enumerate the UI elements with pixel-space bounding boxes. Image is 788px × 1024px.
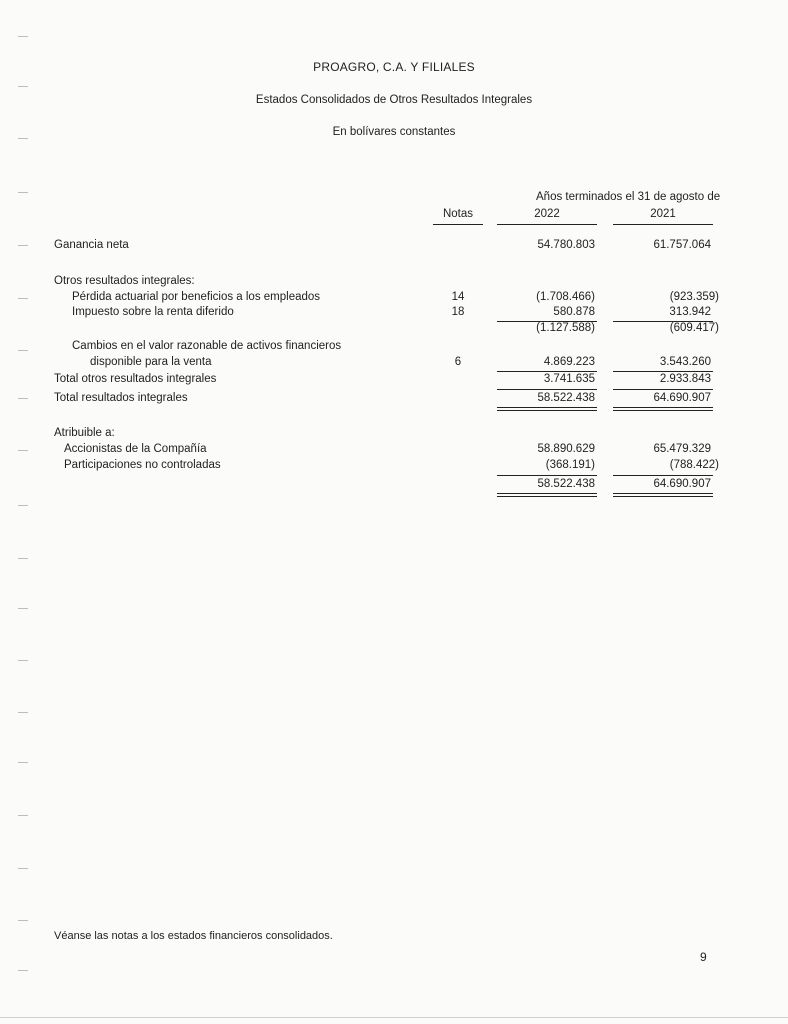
- margin-tick: [18, 970, 28, 971]
- total-comprehensive-label: Total resultados integrales: [54, 392, 188, 404]
- total-comprehensive-rule-2022: [497, 389, 597, 390]
- statement-title: Estados Consolidados de Otros Resultados Integrales: [255, 94, 533, 106]
- attributable-total-2022: 58.522.438: [537, 478, 595, 490]
- net-income-2021: 61.757.064: [653, 239, 711, 251]
- final-double-rule-2022-a: [497, 493, 597, 494]
- attributable-rule-2021: [613, 475, 713, 476]
- double-rule-2022-a: [497, 407, 597, 408]
- margin-tick: [18, 920, 28, 921]
- fair-value-label-line2: disponible para la venta: [90, 356, 212, 368]
- year-2022-header: 2022: [534, 208, 560, 220]
- subtotal-2022: (1.127.588): [536, 322, 595, 334]
- total-oci-rule-2021: [613, 371, 713, 372]
- total-comprehensive-2021: 64.690.907: [653, 392, 711, 404]
- double-rule-2022-b: [497, 410, 597, 411]
- actuarial-loss-2022: (1.708.466): [536, 291, 595, 303]
- notes-column-header: Notas: [442, 208, 474, 220]
- page-number: 9: [700, 950, 707, 964]
- attributable-total-2021: 64.690.907: [653, 478, 711, 490]
- attributable-rule-2022: [497, 475, 597, 476]
- margin-tick: [18, 192, 28, 193]
- notes-header-underline: [433, 224, 483, 225]
- margin-tick: [18, 298, 28, 299]
- total-oci-rule-2022: [497, 371, 597, 372]
- actuarial-loss-note: 14: [451, 291, 465, 303]
- actuarial-loss-label: Pérdida actuarial por beneficios a los empleados: [72, 291, 321, 303]
- bottom-edge: [0, 1017, 788, 1018]
- deferred-tax-2021: 313.942: [669, 306, 711, 318]
- net-income-label: Ganancia neta: [54, 239, 129, 251]
- margin-tick: [18, 398, 28, 399]
- attributable-heading: Atribuible a:: [54, 427, 115, 439]
- shareholders-2022: 58.890.629: [537, 443, 595, 455]
- total-comprehensive-rule-2021: [613, 389, 713, 390]
- deferred-tax-note: 18: [451, 306, 465, 318]
- currency-note: En bolívares constantes: [332, 126, 456, 138]
- company-name: PROAGRO, C.A. Y FILIALES: [313, 60, 475, 74]
- net-income-2022: 54.780.803: [537, 239, 595, 251]
- margin-tick: [18, 608, 28, 609]
- margin-tick: [18, 815, 28, 816]
- margin-tick: [18, 558, 28, 559]
- final-double-rule-2022-b: [497, 496, 597, 497]
- non-controlling-2022: (368.191): [545, 459, 595, 471]
- year-2022-underline: [497, 224, 597, 225]
- double-rule-2021-a: [613, 407, 713, 408]
- shareholders-label: Accionistas de la Compañía: [64, 443, 207, 455]
- margin-tick: [18, 86, 28, 87]
- margin-tick: [18, 450, 28, 451]
- oci-heading: Otros resultados integrales:: [54, 275, 195, 287]
- final-double-rule-2021-b: [613, 496, 713, 497]
- total-oci-2021: 2.933.843: [659, 373, 711, 385]
- period-heading: Años terminados el 31 de agosto de: [536, 191, 721, 203]
- margin-tick: [18, 350, 28, 351]
- shareholders-2021: 65.479.329: [653, 443, 711, 455]
- total-oci-label: Total otros resultados integrales: [54, 373, 217, 385]
- subtotal-2021: (609.417): [669, 322, 719, 334]
- margin-tick: [18, 36, 28, 37]
- margin-tick: [18, 868, 28, 869]
- fair-value-label-line1: Cambios en el valor razonable de activos financieros: [72, 340, 342, 352]
- margin-tick: [18, 138, 28, 139]
- year-2021-header: 2021: [650, 208, 676, 220]
- non-controlling-label: Participaciones no controladas: [64, 459, 221, 471]
- margin-tick: [18, 712, 28, 713]
- final-double-rule-2021-a: [613, 493, 713, 494]
- margin-ticks: [18, 0, 30, 1024]
- fair-value-note: 6: [454, 356, 462, 368]
- margin-tick: [18, 245, 28, 246]
- margin-tick: [18, 505, 28, 506]
- deferred-tax-label: Impuesto sobre la renta diferido: [72, 306, 234, 318]
- total-oci-2022: 3.741.635: [543, 373, 595, 385]
- fair-value-2022: 4.869.223: [543, 356, 595, 368]
- double-rule-2021-b: [613, 410, 713, 411]
- margin-tick: [18, 762, 28, 763]
- footnote: Véanse las notas a los estados financieros consolidados.: [54, 930, 333, 942]
- actuarial-loss-2021: (923.359): [669, 291, 719, 303]
- margin-tick: [18, 660, 28, 661]
- year-2021-underline: [613, 224, 713, 225]
- deferred-tax-2022: 580.878: [553, 306, 595, 318]
- non-controlling-2021: (788.422): [669, 459, 719, 471]
- total-comprehensive-2022: 58.522.438: [537, 392, 595, 404]
- fair-value-2021: 3.543.260: [659, 356, 711, 368]
